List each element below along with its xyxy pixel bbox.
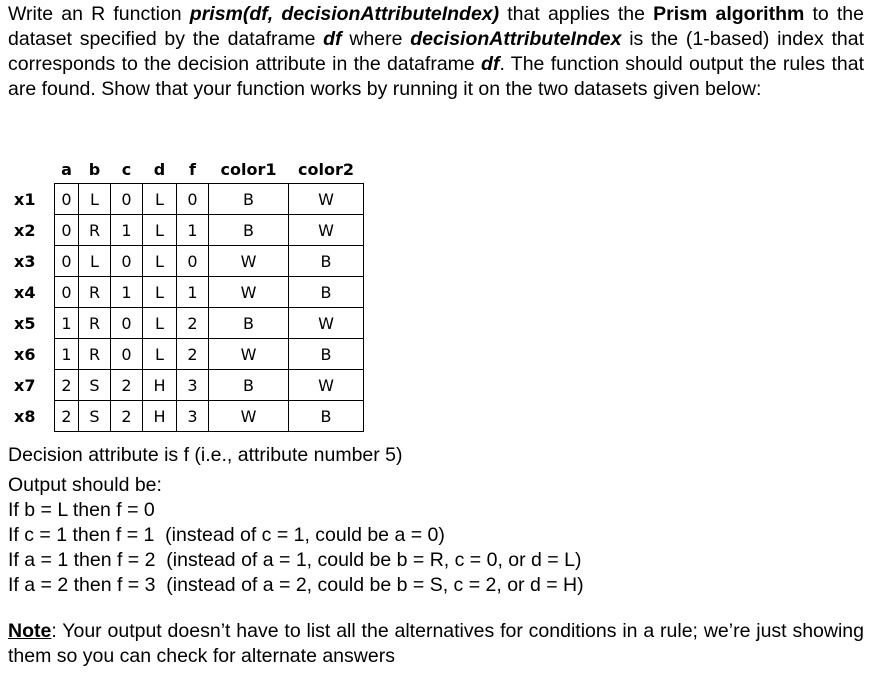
table-cell: 0 [177, 184, 209, 215]
row-label: x4 [14, 282, 36, 302]
table-cell: 0 [55, 277, 79, 308]
prism-algorithm-term: Prism algorithm [653, 3, 805, 25]
answer-section [8, 443, 868, 598]
note-text: : Your output doesn’t have to list all the alternatives for conditions in a rule; we’re just showing them so you can check for alternate answers [8, 620, 864, 667]
table-cell: 0 [177, 246, 209, 277]
table-cell: W [289, 370, 364, 401]
table-row [14, 215, 364, 246]
table-cell: 1 [111, 215, 143, 246]
column-header: b [88, 159, 101, 179]
table-cell: W [209, 401, 289, 432]
table-cell: L [79, 246, 111, 277]
table-row [14, 277, 364, 308]
table-cell: L [143, 277, 177, 308]
table-cell: 2 [111, 401, 143, 432]
note-paragraph [8, 619, 864, 669]
column-header: color2 [298, 159, 354, 179]
table-cell: L [79, 184, 111, 215]
table-cell: 3 [177, 401, 209, 432]
column-header: a [61, 159, 72, 179]
table-cell: B [289, 339, 364, 370]
intro-text-6: . The function should output the rules that are found. Show that your function works by running it on the two datasets given below: [8, 53, 864, 100]
table-cell: 0 [55, 246, 79, 277]
output-label: Output should be: [8, 474, 162, 496]
table-cell: B [209, 308, 289, 339]
table-cell: 2 [55, 370, 79, 401]
table-cell: W [289, 215, 364, 246]
instructions-paragraph [8, 2, 864, 102]
table-row [14, 370, 364, 401]
df-term: df [481, 53, 500, 75]
column-header: c [121, 159, 132, 179]
table-row [14, 184, 364, 215]
df-term: df [323, 28, 342, 50]
decision-attribute-index-term: decisionAttributeIndex [410, 28, 622, 50]
table-cell: W [209, 246, 289, 277]
table-header-row [14, 155, 364, 184]
table-cell: 2 [177, 339, 209, 370]
table-cell: S [79, 401, 111, 432]
column-header: f [189, 159, 196, 179]
table-cell: 1 [55, 308, 79, 339]
column-header: color1 [220, 159, 277, 179]
row-label: x5 [14, 313, 36, 333]
table-cell: B [289, 401, 364, 432]
intro-text-2: that applies the [499, 3, 654, 25]
table-row [14, 401, 364, 432]
row-label: x6 [14, 344, 36, 364]
table-cell: 2 [55, 401, 79, 432]
rule-line: If b = L then f = 0 [8, 499, 155, 521]
rule-line: If a = 2 then f = 3 (instead of a = 2, could be b = S, c = 2, or d = H) [8, 574, 584, 596]
table-cell: 2 [111, 370, 143, 401]
decision-attribute-line: Decision attribute is f (i.e., attribute number 5) [8, 444, 403, 466]
table-cell: W [289, 308, 364, 339]
table-cell: H [143, 401, 177, 432]
table-cell: R [79, 215, 111, 246]
table-cell: 1 [177, 215, 209, 246]
table-cell: 0 [111, 339, 143, 370]
row-label: x1 [14, 189, 36, 209]
rule-line: If c = 1 then f = 1 (instead of c = 1, could be a = 0) [8, 524, 445, 546]
table-cell: B [209, 215, 289, 246]
table-cell: 0 [111, 246, 143, 277]
table-cell: S [79, 370, 111, 401]
row-label: x3 [14, 251, 36, 271]
table-cell: B [209, 184, 289, 215]
table-cell: 2 [177, 308, 209, 339]
function-signature: prism(df, decisionAttributeIndex) [189, 3, 500, 25]
table-cell: 0 [111, 308, 143, 339]
table-cell: 1 [55, 339, 79, 370]
table-row [14, 246, 364, 277]
header-blank [14, 155, 55, 184]
table-cell: 0 [55, 184, 79, 215]
table-cell: 0 [55, 215, 79, 246]
table-cell: B [289, 277, 364, 308]
table-cell: H [143, 370, 177, 401]
table-cell: L [143, 339, 177, 370]
table-cell: 1 [177, 277, 209, 308]
dataset-table [14, 155, 364, 432]
rule-line: If a = 1 then f = 2 (instead of a = 1, could be b = R, c = 0, or d = L) [8, 549, 582, 571]
table-cell: W [289, 184, 364, 215]
table-cell: 1 [111, 277, 143, 308]
row-label: x2 [14, 220, 36, 240]
intro-text-1: Write an R function [8, 3, 190, 25]
table-cell: L [143, 308, 177, 339]
intro-text-3: to the dataset specified by the dataframe [8, 3, 864, 50]
intro-text-4: where [341, 28, 411, 50]
table-cell: L [143, 246, 177, 277]
intro-text-5: is the (1-based) index that corresponds to the decision attribute in the dataframe [8, 28, 864, 75]
table-row [14, 339, 364, 370]
row-label: x7 [14, 375, 36, 395]
table-cell: B [289, 246, 364, 277]
table-row [14, 308, 364, 339]
table-cell: W [209, 339, 289, 370]
table-cell: R [79, 339, 111, 370]
table-cell: R [79, 277, 111, 308]
table-cell: L [143, 184, 177, 215]
table-cell: 3 [177, 370, 209, 401]
note-label: Note [8, 620, 52, 642]
table-cell: W [209, 277, 289, 308]
table-cell: 0 [111, 184, 143, 215]
table-cell: L [143, 215, 177, 246]
row-label: x8 [14, 406, 36, 426]
table-cell: B [209, 370, 289, 401]
table-cell: R [79, 308, 111, 339]
column-header: d [153, 159, 166, 179]
